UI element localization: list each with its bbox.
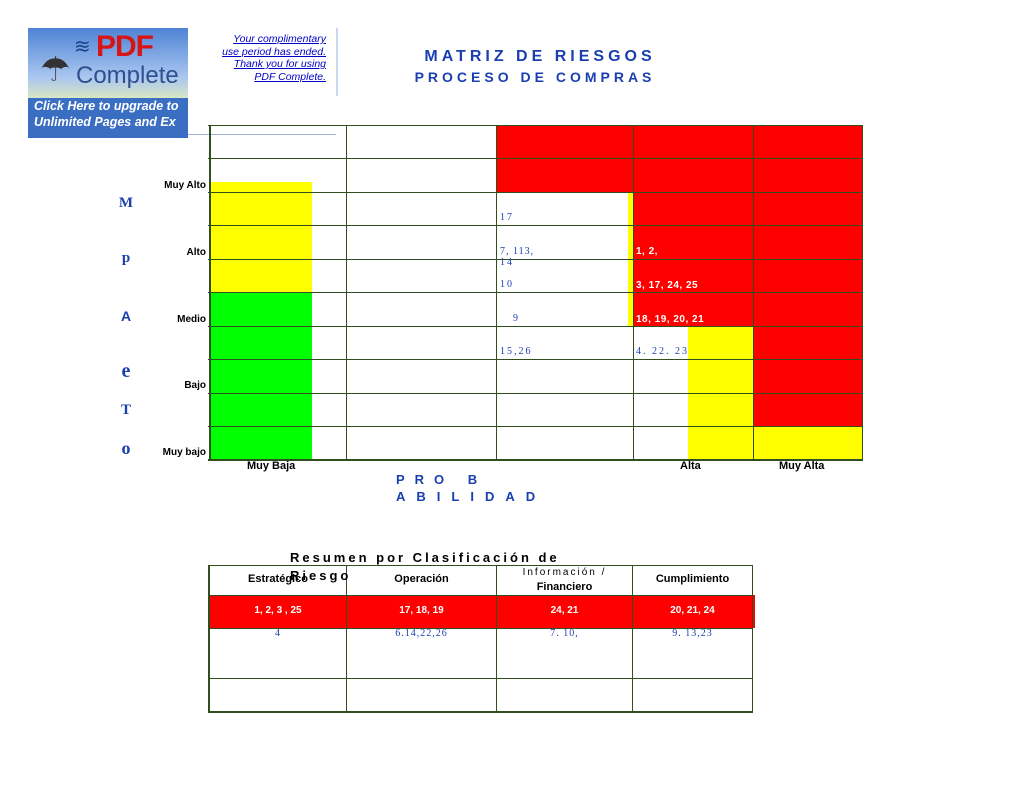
summary-header-cumplimiento: Cumplimiento xyxy=(655,573,730,585)
grid-line xyxy=(862,125,863,460)
summary-header-informacion: Información / xyxy=(522,567,607,578)
grid-line xyxy=(209,125,211,460)
summary-title-line2: Riesgo xyxy=(290,568,352,583)
notice-line-2[interactable]: use period has ended. xyxy=(222,45,326,58)
grid-line xyxy=(208,565,210,713)
row-label-bajo: Bajo xyxy=(184,380,206,391)
row-label-medio: Medio xyxy=(177,314,206,325)
grid-line xyxy=(632,565,633,713)
zone-red-right-lower xyxy=(753,326,863,426)
impact-letter-2: p xyxy=(121,250,131,266)
zone-green-left xyxy=(211,292,312,460)
grid-line xyxy=(208,326,863,327)
row-label-muy-bajo: Muy bajo xyxy=(162,447,206,458)
zone-yellow-left xyxy=(211,182,312,292)
grid-line xyxy=(208,426,863,427)
grid-line xyxy=(752,565,753,713)
grid-line xyxy=(208,678,753,679)
upgrade-line-2[interactable]: Unlimited Pages and Ex xyxy=(34,115,176,129)
grid-line xyxy=(208,192,863,193)
summary-table xyxy=(208,565,753,713)
notice-line-3[interactable]: Thank you for using xyxy=(233,58,326,70)
pdf-logo-text: PDF xyxy=(96,30,153,63)
matrix-value: 14 xyxy=(500,257,514,268)
summary-title-line1: Resumen por Clasificación de xyxy=(290,550,560,565)
grid-line xyxy=(753,125,754,460)
notice-line-4[interactable]: PDF Complete. xyxy=(254,70,326,83)
grid-line xyxy=(346,125,347,460)
summary-red-value: 17, 18, 19 xyxy=(399,605,444,616)
upgrade-link[interactable] xyxy=(34,98,178,130)
matrix-value: 18, 19, 20, 21 xyxy=(636,314,705,325)
grid-line xyxy=(208,565,753,566)
grid-line xyxy=(208,359,863,360)
summary-header-estrategico: Estratégico xyxy=(248,573,308,585)
zone-yellow-muy-alta xyxy=(753,426,863,460)
probability-label-line1: PRO B xyxy=(396,472,488,487)
matrix-value: 10 xyxy=(500,279,514,290)
matrix-value: 17 xyxy=(500,212,514,223)
umbrella-figure-icon: ☂ xyxy=(40,51,71,89)
grid-line xyxy=(208,225,863,226)
summary-header-operacion: Operación xyxy=(394,573,449,585)
row-label-muy-alto: Muy Alto xyxy=(164,180,206,191)
grid-line xyxy=(208,393,863,394)
summary-value: 6.14,22,26 xyxy=(395,628,448,639)
trial-notice[interactable] xyxy=(188,28,338,96)
summary-red-value: 20, 21, 24 xyxy=(670,605,715,616)
impact-letter-6: o xyxy=(121,438,131,458)
matrix-value: 9 xyxy=(513,313,520,324)
grid-line xyxy=(208,292,863,293)
summary-value: 4 xyxy=(275,628,281,639)
risk-matrix xyxy=(208,125,863,460)
grid-line xyxy=(346,565,347,713)
matrix-value: 4. 22. 23 xyxy=(636,346,689,357)
summary-red-value: 1, 2, 3 , 25 xyxy=(254,605,302,616)
impact-letter-1: M xyxy=(118,195,134,211)
notice-line-1[interactable]: Your complimentary xyxy=(233,33,326,45)
col-label-muy-baja: Muy Baja xyxy=(247,460,296,472)
impact-letter-3: A xyxy=(120,308,132,324)
grid-line xyxy=(208,595,753,596)
matrix-value: 7, 113, xyxy=(500,246,535,257)
summary-value: 7. 10, xyxy=(550,628,579,639)
pdf-complete-banner[interactable] xyxy=(28,28,188,138)
page-title: MATRIZ DE RIESGOS xyxy=(424,48,656,65)
row-label-alto: Alto xyxy=(186,247,206,258)
summary-red-value: 24, 21 xyxy=(550,605,579,616)
grid-line xyxy=(208,125,863,126)
page-subtitle: PROCESO DE COMPRAS xyxy=(414,69,656,85)
impact-letter-4: e xyxy=(121,360,131,382)
probability-label-line2: ABILIDAD xyxy=(396,489,547,504)
grid-line xyxy=(633,125,634,460)
grid-line xyxy=(496,125,497,460)
grid-line xyxy=(208,259,863,260)
grid-line xyxy=(208,711,753,713)
summary-header-financiero: Financiero xyxy=(536,581,593,593)
upgrade-line-1[interactable]: Click Here to upgrade to xyxy=(34,99,179,113)
col-label-alta: Alta xyxy=(680,460,701,472)
complete-logo-text: Complete xyxy=(76,62,179,89)
impact-letter-5: T xyxy=(120,402,131,418)
matrix-value: 3, 17, 24, 25 xyxy=(636,280,699,291)
grid-line xyxy=(208,158,863,159)
summary-value: 9. 13,23 xyxy=(672,628,713,639)
matrix-value: 1, 2, xyxy=(636,246,658,257)
stack-icon: ≋ xyxy=(74,36,91,58)
col-label-muy-alta: Muy Alta xyxy=(779,460,825,472)
grid-line xyxy=(208,459,863,461)
matrix-value: 15,26 xyxy=(500,346,533,357)
